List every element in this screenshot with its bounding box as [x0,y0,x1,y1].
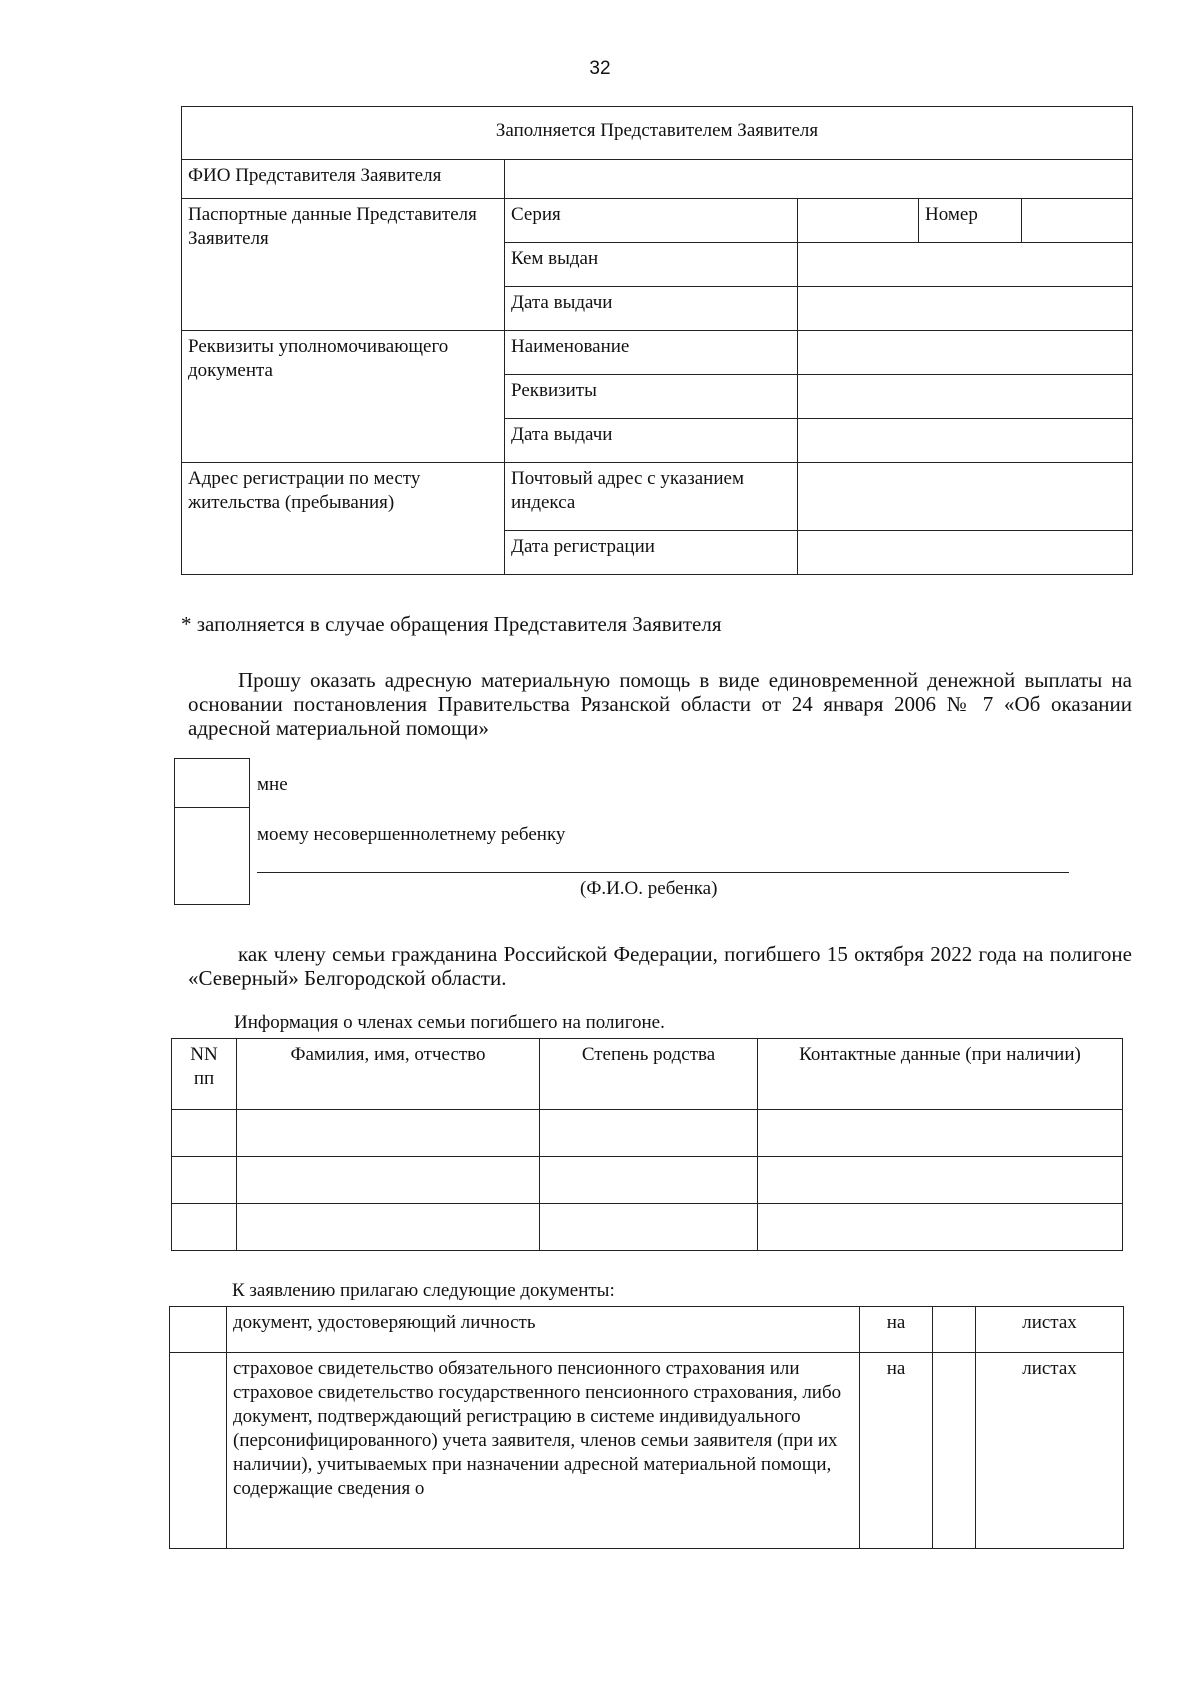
family-cell[interactable] [540,1110,758,1157]
table-row [170,1307,1124,1353]
family-cell[interactable] [237,1157,540,1204]
family-header-fio: Фамилия, имя, отчество [237,1039,540,1110]
request-text: Прошу оказать адресную материальную помощь в виде единовременной денежной выплаты на основании постановления Правительства Рязанской области от 24 января 2006 № 7 «Об оказании адресной материальной помощи» [188,668,1132,740]
family-title: Информация о членах семьи погибшего на полигоне. [234,1012,665,1033]
family-cell[interactable] [758,1110,1123,1157]
family-header-relation: Степень родства [540,1039,758,1110]
kem-vydan-label: Кем выдан [505,243,798,287]
data-reg-label: Дата регистрации [505,531,798,575]
kem-vydan-field[interactable] [798,243,1133,287]
data-vydachi2-label: Дата выдачи [505,419,798,463]
option-child-label: моему несовершеннолетнему ребенку [257,824,566,845]
family-table [171,1038,1123,1251]
member-text: как члену семьи гражданина Российской Федерации, погибшего 15 октября 2022 года на полигоне «Северный» Белгородской области. [188,942,1132,990]
doc-label: Реквизиты уполномочивающего документа [182,331,505,463]
doc-text: страховое свидетельство обязательного пенсионного страхования или страховое свидетельство государственного пенсионного страхования, либо документ, подтверждающий регистрацию в системе индивидуального (персонифицированного) учета заявителя, членов семьи заявителя (при их наличии), учитываемых при назначении адресной материальной помощи, содержащие сведения о [227,1353,860,1549]
footnote: * заполняется в случае обращения Представителя Заявителя [181,612,722,636]
child-name-line[interactable] [257,872,1069,873]
doc-na: на [860,1353,933,1549]
family-cell[interactable] [540,1157,758,1204]
doc-na: на [860,1307,933,1353]
family-cell[interactable] [237,1204,540,1251]
table-row [172,1204,1123,1251]
data-vydachi2-field[interactable] [798,419,1133,463]
checkbox-child[interactable] [174,806,250,905]
rep-table-header: Заполняется Представителем Заявителя [182,107,1133,160]
fio-label: ФИО Представителя Заявителя [182,160,505,199]
postal-field[interactable] [798,463,1133,531]
family-cell[interactable] [540,1204,758,1251]
family-cell[interactable] [237,1110,540,1157]
docs-title: К заявлению прилагаю следующие документы: [232,1280,615,1301]
family-cell[interactable] [172,1204,237,1251]
seria-label: Серия [505,199,798,243]
representative-table [181,106,1133,575]
data-vydachi-label: Дата выдачи [505,287,798,331]
page-number: 32 [589,58,611,79]
fio-field[interactable] [505,160,1133,199]
naimenovanie-field[interactable] [798,331,1133,375]
docs-table [169,1306,1124,1549]
table-row [172,1157,1123,1204]
doc-pages-field[interactable] [933,1353,976,1549]
family-cell[interactable] [758,1204,1123,1251]
doc-listah: листах [976,1307,1124,1353]
nomer-label: Номер [919,199,1022,243]
doc-pages-field[interactable] [933,1307,976,1353]
postal-label: Почтовый адрес с указанием индекса [505,463,798,531]
passport-label: Паспортные данные Представителя Заявителя [182,199,505,331]
address-label: Адрес регистрации по месту жительства (пребывания) [182,463,505,575]
family-cell[interactable] [758,1157,1123,1204]
doc-text: документ, удостоверяющий личность [227,1307,860,1353]
doc-checkbox[interactable] [170,1307,227,1353]
child-name-caption: (Ф.И.О. ребенка) [580,878,718,899]
rekvizity-label: Реквизиты [505,375,798,419]
family-header-contacts: Контактные данные (при наличии) [758,1039,1123,1110]
data-vydachi-field[interactable] [798,287,1133,331]
doc-listah: листах [976,1353,1124,1549]
checkbox-me[interactable] [174,758,250,808]
family-cell[interactable] [172,1157,237,1204]
naimenovanie-label: Наименование [505,331,798,375]
seria-field[interactable] [798,199,919,243]
table-row [172,1110,1123,1157]
option-me-label: мне [257,774,288,795]
nomer-field[interactable] [1022,199,1133,243]
family-cell[interactable] [172,1110,237,1157]
table-row [170,1353,1124,1549]
family-header-nn: NN пп [172,1039,237,1110]
doc-checkbox[interactable] [170,1353,227,1549]
data-reg-field[interactable] [798,531,1133,575]
rekvizity-field[interactable] [798,375,1133,419]
